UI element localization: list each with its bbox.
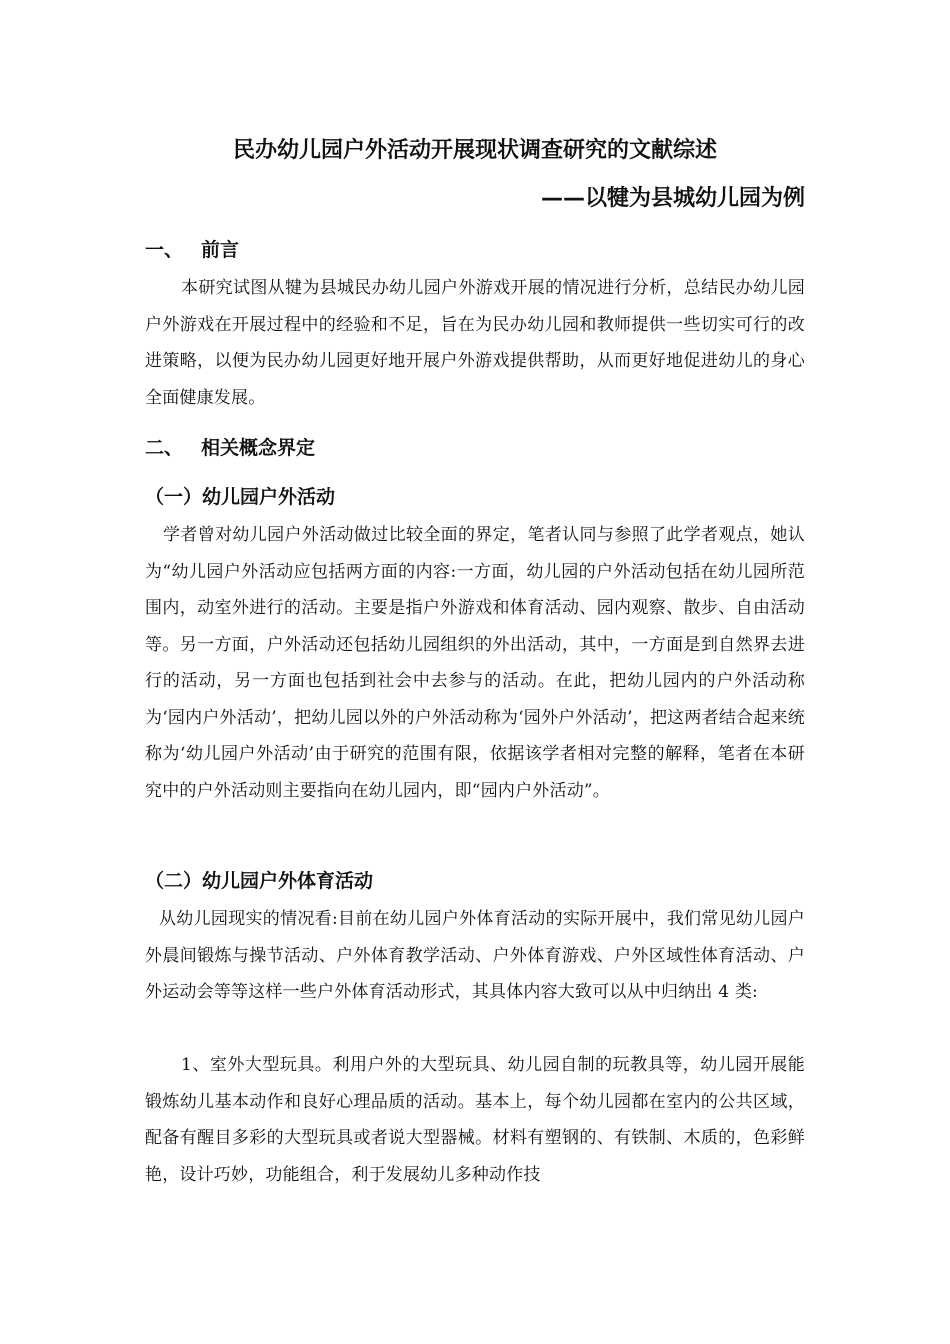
subsection-heading-outdoor-sports: （二）幼儿园户外体育活动	[145, 870, 374, 892]
section-heading-concepts	[145, 434, 315, 462]
section-title: 前言	[201, 239, 240, 261]
section-number: 一、	[145, 239, 184, 261]
section-title: 相关概念界定	[201, 437, 316, 459]
document-title: 民办幼儿园户外活动开展现状调查研究的文献综述	[232, 138, 717, 163]
section-heading-preface	[145, 236, 239, 264]
paragraph-preface: 本研究试图从犍为县城民办幼儿园户外游戏开展的情况进行分析，总结民办幼儿园户外游戏在开展过程中的经验和不足，旨在为民办幼儿园和教师提供一些切实可行的改进策略，以便为民办幼儿园更好地开展户外游戏提供帮助，从而更好地促进幼儿的身心全面健康发展。	[145, 278, 805, 408]
paragraph-large-toys: 1、室外大型玩具。利用户外的大型玩具、幼儿园自制的玩教具等，幼儿园开展能锻炼幼儿基本动作和良好心理品质的活动。基本上，每个幼儿园都在室内的公共区域，配备有醒目多彩的大型玩具或者说大型器械。材料有塑钢的、有铁制、木质的，色彩鲜艳，设计巧妙，功能组合，利于发展幼儿多种动作技	[145, 1055, 805, 1185]
subsection-heading-outdoor-activity: （一）幼儿园户外活动	[145, 486, 336, 508]
paragraph-outdoor-activity: 学者曾对幼儿园户外活动做过比较全面的界定，笔者认同与参照了此学者观点，她认为“幼儿园户外活动应包括两方面的内容:一方面，幼儿园的户外活动包括在幼儿园所范围内，动室外进行的活动。主要是指户外游戏和体育活动、园内观察、散步、自由活动等。另一方面，户外活动还包括幼儿园组织的外出活动，其中，一方面是到自然界去进行的活动，另一方面也包括到社会中去参与的活动。在此，把幼儿园内的户外活动称为‘园内户外活动’，把幼儿园以外的户外活动称为‘园外户外活动’，把这两者结合起来统称为‘幼儿园户外活动’由于研究的范围有限，依据该学者相对完整的解释，笔者在本研究中的户外活动则主要指向在幼儿园内，即“园内户外活动”。	[145, 525, 805, 801]
paragraph-outdoor-sports: 从幼儿园现实的情况看:目前在幼儿园户外体育活动的实际开展中，我们常见幼儿园户外晨间锻炼与操节活动、户外体育教学活动、户外体育游戏、户外区域性体育活动、户外运动会等等这样一些户外体育活动形式，其具体内容大致可以从中归纳出 4 类:	[145, 909, 805, 1002]
section-number: 二、	[145, 437, 184, 459]
document-subtitle: ——以犍为县城幼儿园为例	[540, 186, 805, 211]
